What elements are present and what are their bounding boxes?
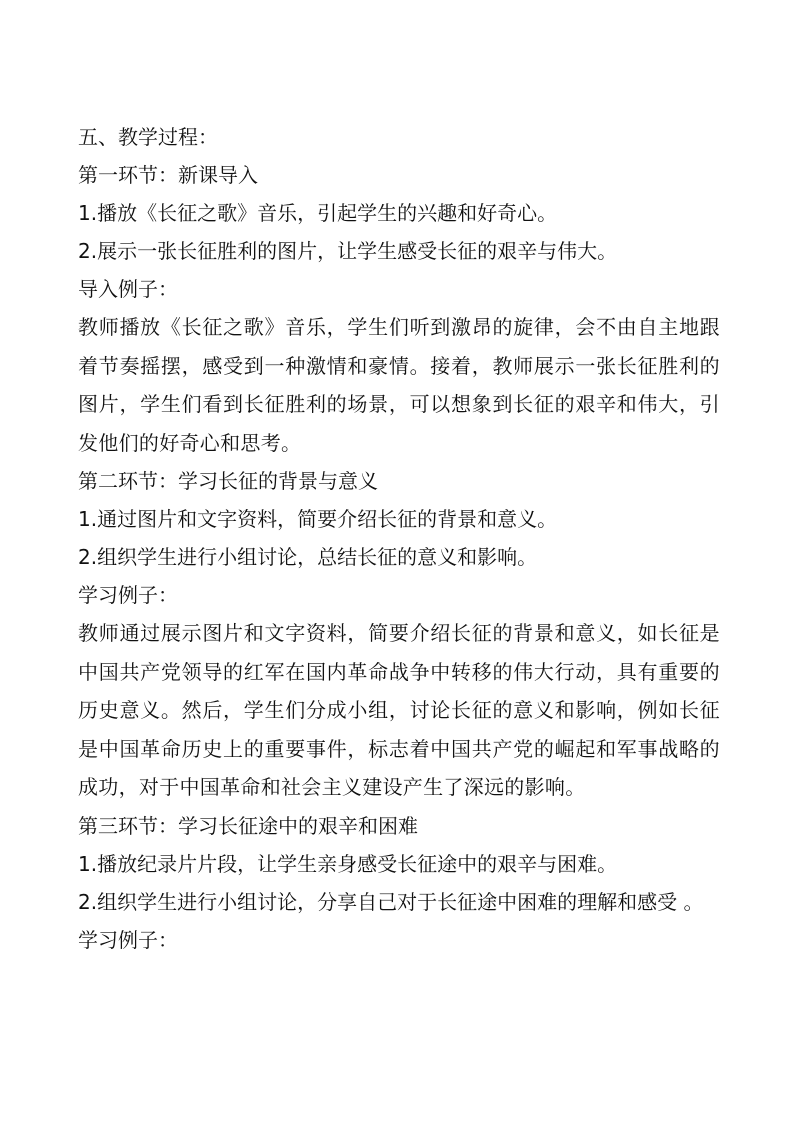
section1-item-2: 2.展示一张长征胜利的图片，让学生感受长征的艰辛与伟大。 (78, 239, 618, 263)
section3-example-label: 学习例子： (78, 927, 178, 952)
section2-example-text: 教师通过展示图片和文字资料，简要介绍长征的背景和意义，如长征是中国共产党领导的红军在国内革命战争中转移的伟大行动，具有重要的历史意义。然后，学生们分成小组，讨论长征的意义和影响，例如长征是中国革命历史上的重要事件，标志着中国共产党的崛起和军事战略的成功，对于中国革命和社会主义建设产生了深远的影响。 (78, 621, 720, 799)
section1-example-text: 教师播放《长征之歌》音乐，学生们听到激昂的旋律，会不由自主地跟着节奏摇摆，感受到一种激情和豪情。接着，教师展示一张长征胜利的图片，学生们看到长征胜利的场景，可以想象到长征的艰辛和伟大，引发他们的好奇心和思考。 (78, 315, 720, 455)
section1-title: 第一环节：新课导入 (78, 163, 258, 187)
section2-title: 第二环节：学习长征的背景与意义 (78, 469, 378, 493)
section2-item-1: 1.通过图片和文字资料，简要介绍长征的背景和意义。 (78, 507, 558, 531)
section3-item-1: 1.播放纪录片片段，让学生亲身感受长征途中的艰辛与困难。 (78, 851, 618, 876)
section3-title: 第三环节：学习长征途中的艰辛和困难 (78, 813, 418, 838)
section3-item-2: 2.组织学生进行小组讨论，分享自己对于长征途中困难的理解和感受 。 (78, 889, 704, 914)
section-heading: 五、教学过程： (78, 125, 218, 149)
section2-example-label: 学习例子： (78, 583, 178, 607)
section1-example-label: 导入例子： (78, 277, 178, 301)
section1-item-1: 1.播放《长征之歌》音乐，引起学生的兴趣和好奇心。 (78, 201, 558, 225)
document-page (78, 118, 720, 959)
section2-item-2: 2.组织学生进行小组讨论，总结长征的意义和影响。 (78, 545, 538, 569)
